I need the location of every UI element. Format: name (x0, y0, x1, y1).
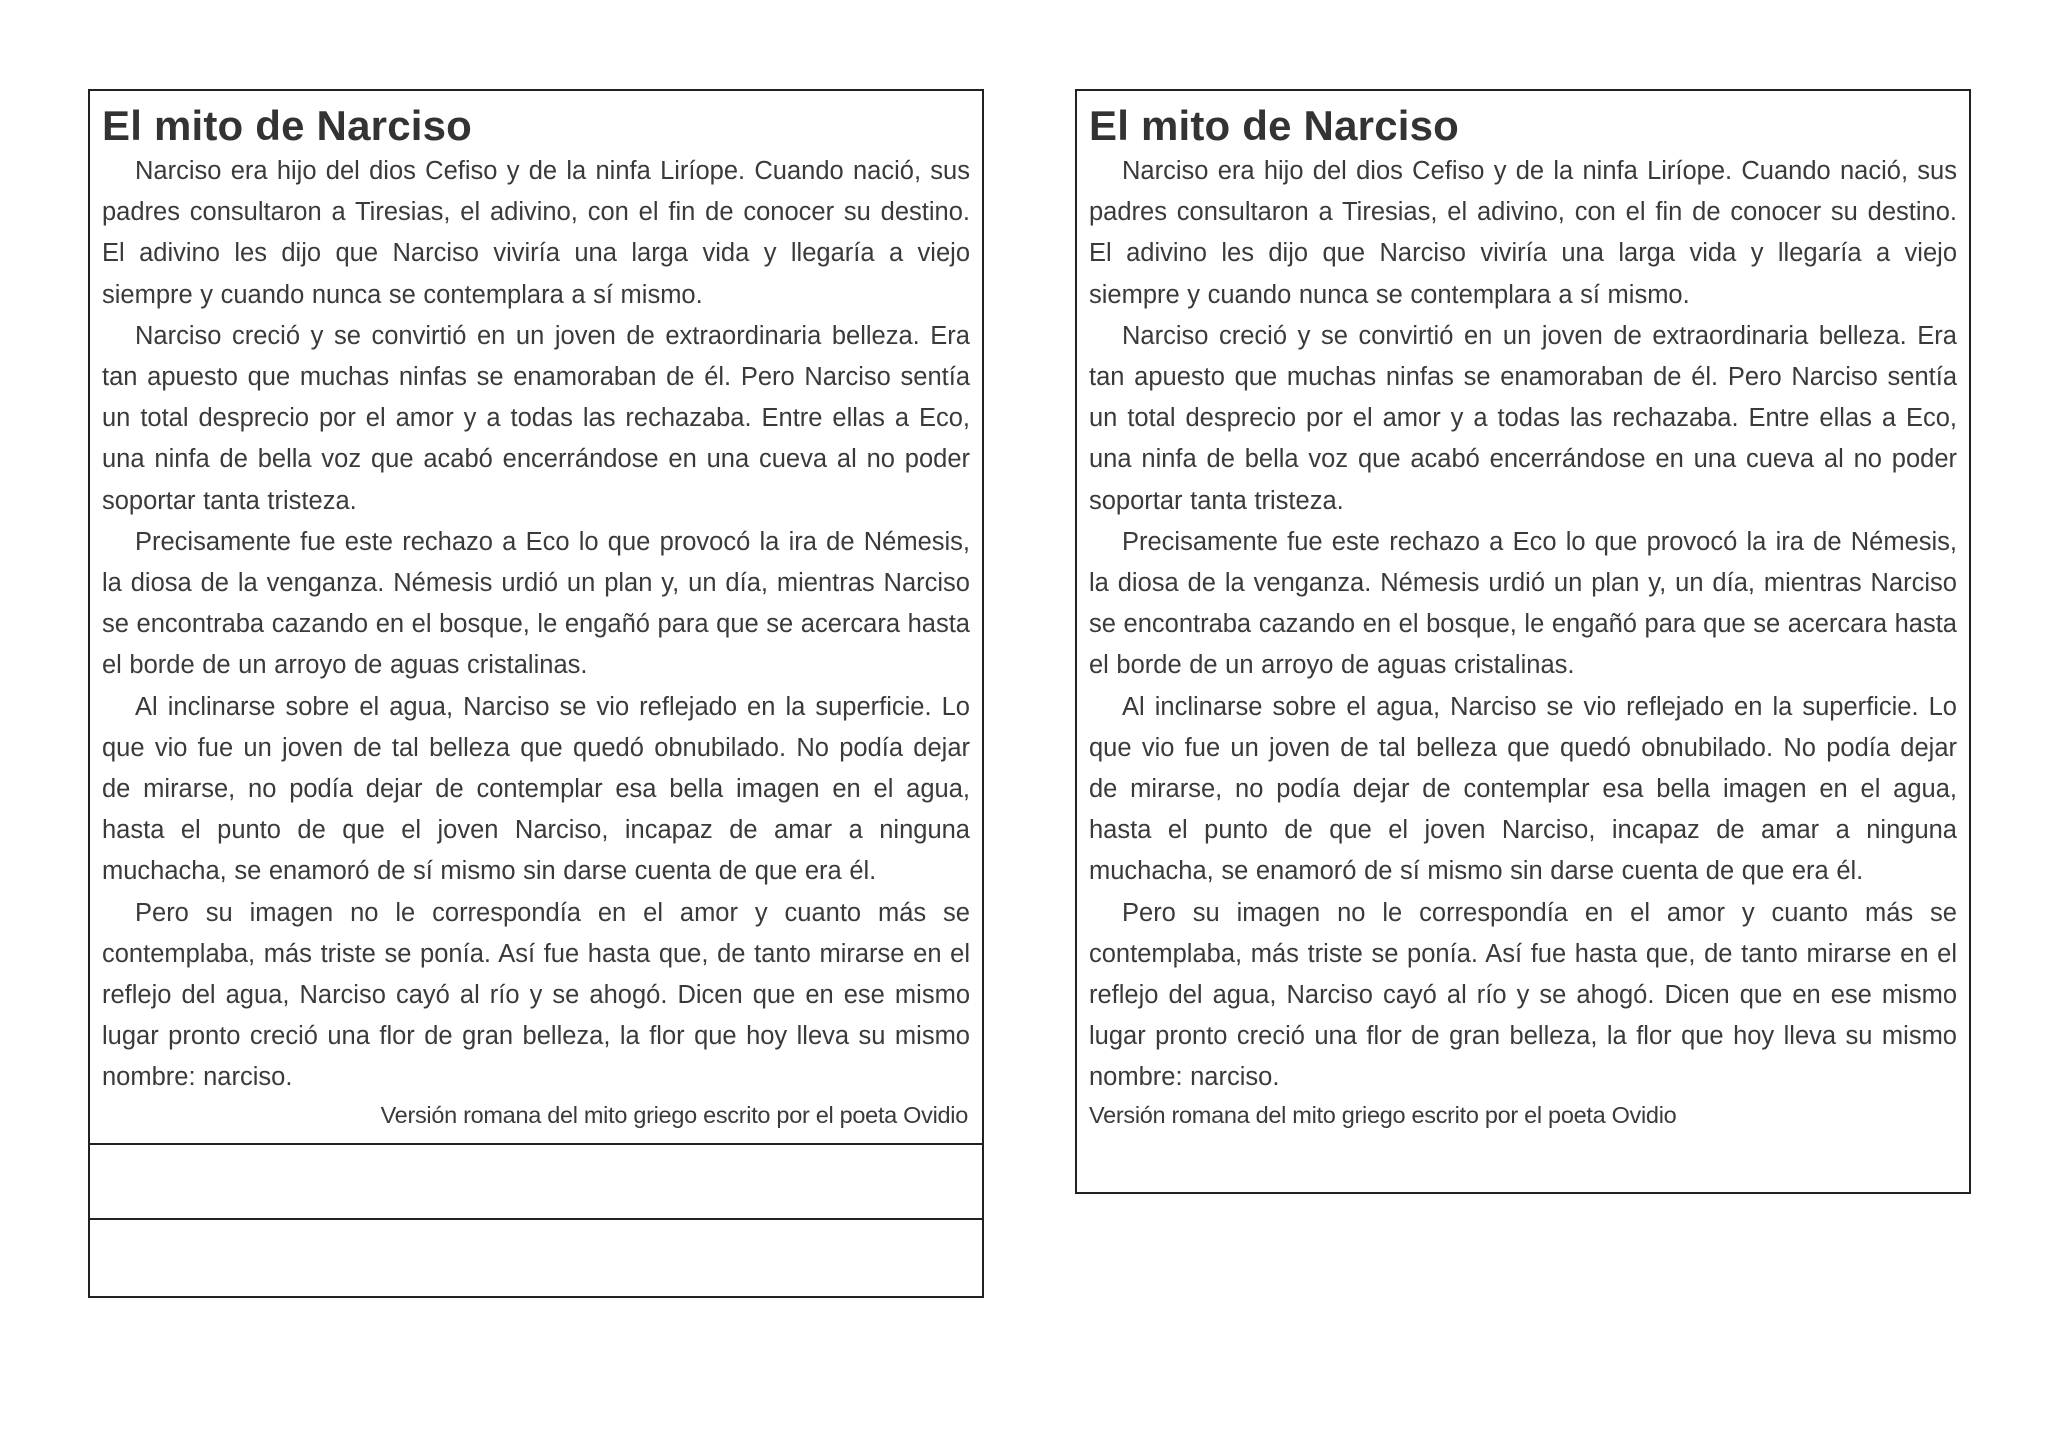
story-title: El mito de Narciso (102, 102, 473, 149)
story-paragraph-3: Precisamente fue este rechazo a Eco lo que provocó la ira de Némesis, la diosa de la venganza. Némesis urdió un plan y, un día, mientras Narciso se encontraba cazando en el bosque, le engañó para que se acercara hasta el borde de un arroyo de aguas cristalinas. (1089, 527, 1957, 680)
story-paragraph-5: Pero su imagen no le correspondía en el amor y cuanto más se contemplaba, más triste se ponía. Así fue hasta que, de tanto mirarse en el reflejo del agua, Narciso cayó al río y se ahogó. Dicen que en ese mismo lugar pronto creció una flor de gran belleza, la flor que hoy lleva su mismo nombre: narciso. (102, 898, 970, 1092)
story-body-right (1077, 91, 1969, 1194)
answer-row-divider-1 (90, 1143, 982, 1145)
story-paragraph-2: Narciso creció y se convirtió en un joven de extraordinaria belleza. Era tan apuesto que muchas ninfas se enamoraban de él. Pero Narciso sentía un total desprecio por el amor y a todas las rechazaba. Entre ellas a Eco, una ninfa de bella voz que acabó encerrándose en una cueva al no poder soportar tanta tristeza. (102, 321, 970, 515)
story-paragraph-3: Precisamente fue este rechazo a Eco lo que provocó la ira de Némesis, la diosa de la venganza. Némesis urdió un plan y, un día, mientras Narciso se encontraba cazando en el bosque, le engañó para que se acercara hasta el borde de un arroyo de aguas cristalinas. (102, 527, 970, 680)
story-body-left (90, 91, 982, 1145)
story-paragraph-1: Narciso era hijo del dios Cefiso y de la ninfa Liríope. Cuando nació, sus padres consultaron a Tiresias, el adivino, con el fin de conocer su destino. El adivino les dijo que Narciso viviría una larga vida y llegaría a viejo siempre y cuando nunca se contemplara a sí mismo. (1089, 157, 1957, 309)
story-card-left (88, 89, 984, 1298)
story-paragraph-4: Al inclinarse sobre el agua, Narciso se vio reflejado en la superficie. Lo que vio fue un joven de tal belleza que quedó obnubilado. No podía dejar de mirarse, no podía dejar de contemplar esa bella imagen en el agua, hasta el punto de que el joven Narciso, incapaz de amar a ninguna muchacha, se enamoró de sí mismo sin darse cuenta de que era él. (1089, 692, 1957, 886)
story-paragraph-5: Pero su imagen no le correspondía en el amor y cuanto más se contemplaba, más triste se ponía. Así fue hasta que, de tanto mirarse en el reflejo del agua, Narciso cayó al río y se ahogó. Dicen que en ese mismo lugar pronto creció una flor de gran belleza, la flor que hoy lleva su mismo nombre: narciso. (1089, 898, 1957, 1092)
story-title: El mito de Narciso (1089, 102, 1460, 149)
story-card-right (1075, 89, 1971, 1194)
story-credit: Versión romana del mito griego escrito por el poeta Ovidio (1089, 1101, 1677, 1128)
story-credit: Versión romana del mito griego escrito por el poeta Ovidio (380, 1101, 968, 1128)
answer-row-divider-2 (90, 1218, 982, 1220)
story-paragraph-1: Narciso era hijo del dios Cefiso y de la ninfa Liríope. Cuando nació, sus padres consultaron a Tiresias, el adivino, con el fin de conocer su destino. El adivino les dijo que Narciso viviría una larga vida y llegaría a viejo siempre y cuando nunca se contemplara a sí mismo. (102, 157, 970, 309)
story-paragraph-2: Narciso creció y se convirtió en un joven de extraordinaria belleza. Era tan apuesto que muchas ninfas se enamoraban de él. Pero Narciso sentía un total desprecio por el amor y a todas las rechazaba. Entre ellas a Eco, una ninfa de bella voz que acabó encerrándose en una cueva al no poder soportar tanta tristeza. (1089, 321, 1957, 515)
story-paragraph-4: Al inclinarse sobre el agua, Narciso se vio reflejado en la superficie. Lo que vio fue un joven de tal belleza que quedó obnubilado. No podía dejar de mirarse, no podía dejar de contemplar esa bella imagen en el agua, hasta el punto de que el joven Narciso, incapaz de amar a ninguna muchacha, se enamoró de sí mismo sin darse cuenta de que era él. (102, 692, 970, 886)
